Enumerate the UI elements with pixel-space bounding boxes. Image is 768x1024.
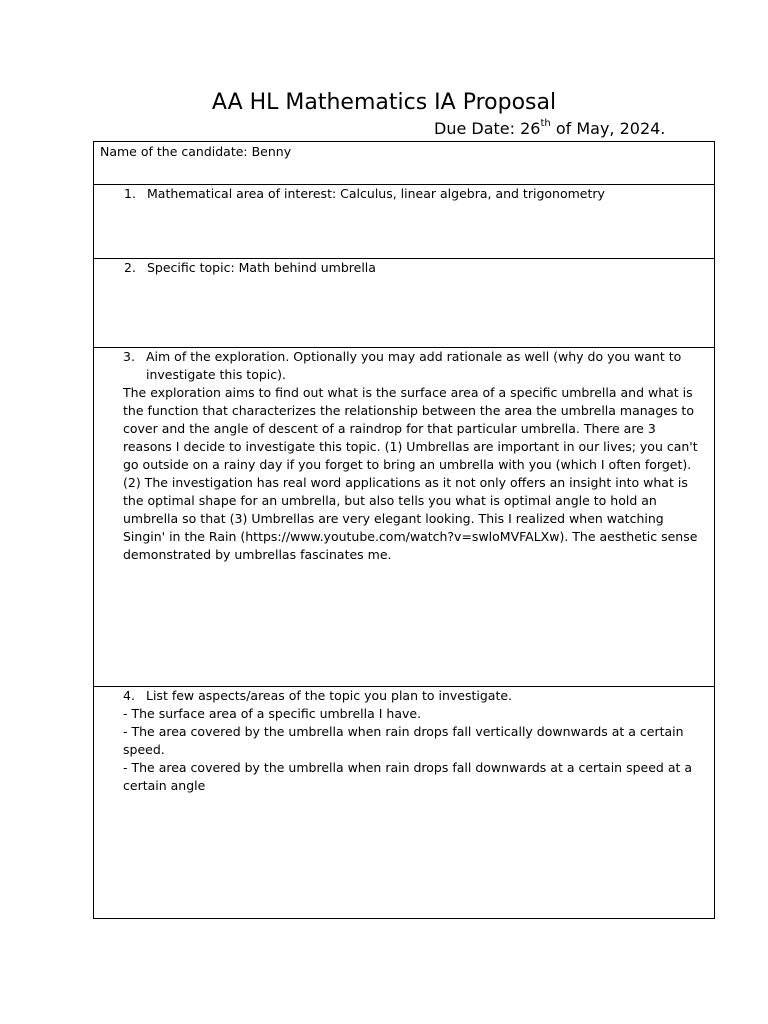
due-date-superscript: th: [540, 117, 551, 129]
due-date-prefix: Due Date: 26: [434, 119, 541, 138]
section-number: 2.: [124, 260, 136, 275]
due-date-suffix: of May, 2024.: [550, 119, 666, 138]
section-heading-line: [123, 348, 704, 384]
section-aspects: [94, 687, 714, 918]
candidate-name-label: Name of the candidate: Benny: [100, 144, 292, 159]
aspect-item: - The area covered by the umbrella when rain drops fall vertically downwards at a certain speed.: [123, 724, 684, 757]
section-number: 1.: [124, 186, 136, 201]
section-specific-topic: [94, 259, 714, 348]
proposal-form-table: [93, 141, 715, 919]
section-area-of-interest: [94, 185, 714, 259]
section-number: 3.: [123, 349, 135, 364]
section-heading-line: [124, 259, 704, 277]
section-heading: Mathematical area of interest: Calculus, linear algebra, and trigonometry: [147, 186, 605, 201]
aspect-item: - The area covered by the umbrella when rain drops fall downwards at a certain speed at a certain angle: [123, 760, 693, 793]
section-number: 4.: [123, 688, 135, 703]
section-heading: List few aspects/areas of the topic you plan to investigate.: [146, 688, 513, 703]
aim-paragraph: The exploration aims to find out what is the surface area of a specific umbrella and what is the function that characterizes the relationship between the area the umbrella manages to cover and the angle of descent of a raindrop for that particular umbrella. There are 3 reasons I decide to investigate this topic. (1) Umbrellas are important in our lives; you can't go outside on a rainy day if you forget to bring an umbrella with you (which I often forget). (2) The investigation has real word applications as it not only offers an insight into what is the optimal shape for an umbrella, but also tells you what is optimal angle to hold an umbrella so that (3) Umbrellas are very elegant looking. This I realized when watching Singin' in the Rain (https://www.youtube.com/watch?v=swloMVFALXw). The aesthetic sense demonstrated by umbrellas fascinates me.: [123, 385, 698, 562]
aspect-item: - The surface area of a specific umbrella I have.: [123, 706, 422, 721]
section-heading: Aim of the exploration. Optionally you may add rationale as well (why do you want to investigate this topic).: [146, 349, 682, 382]
section-heading-line: [124, 185, 704, 203]
due-date: [434, 118, 665, 140]
document-title: AA HL Mathematics IA Proposal: [211, 90, 557, 115]
section-aim: [94, 348, 714, 687]
section-heading-line: [123, 687, 704, 705]
section-heading: Specific topic: Math behind umbrella: [147, 260, 376, 275]
candidate-name-cell: [94, 142, 714, 185]
